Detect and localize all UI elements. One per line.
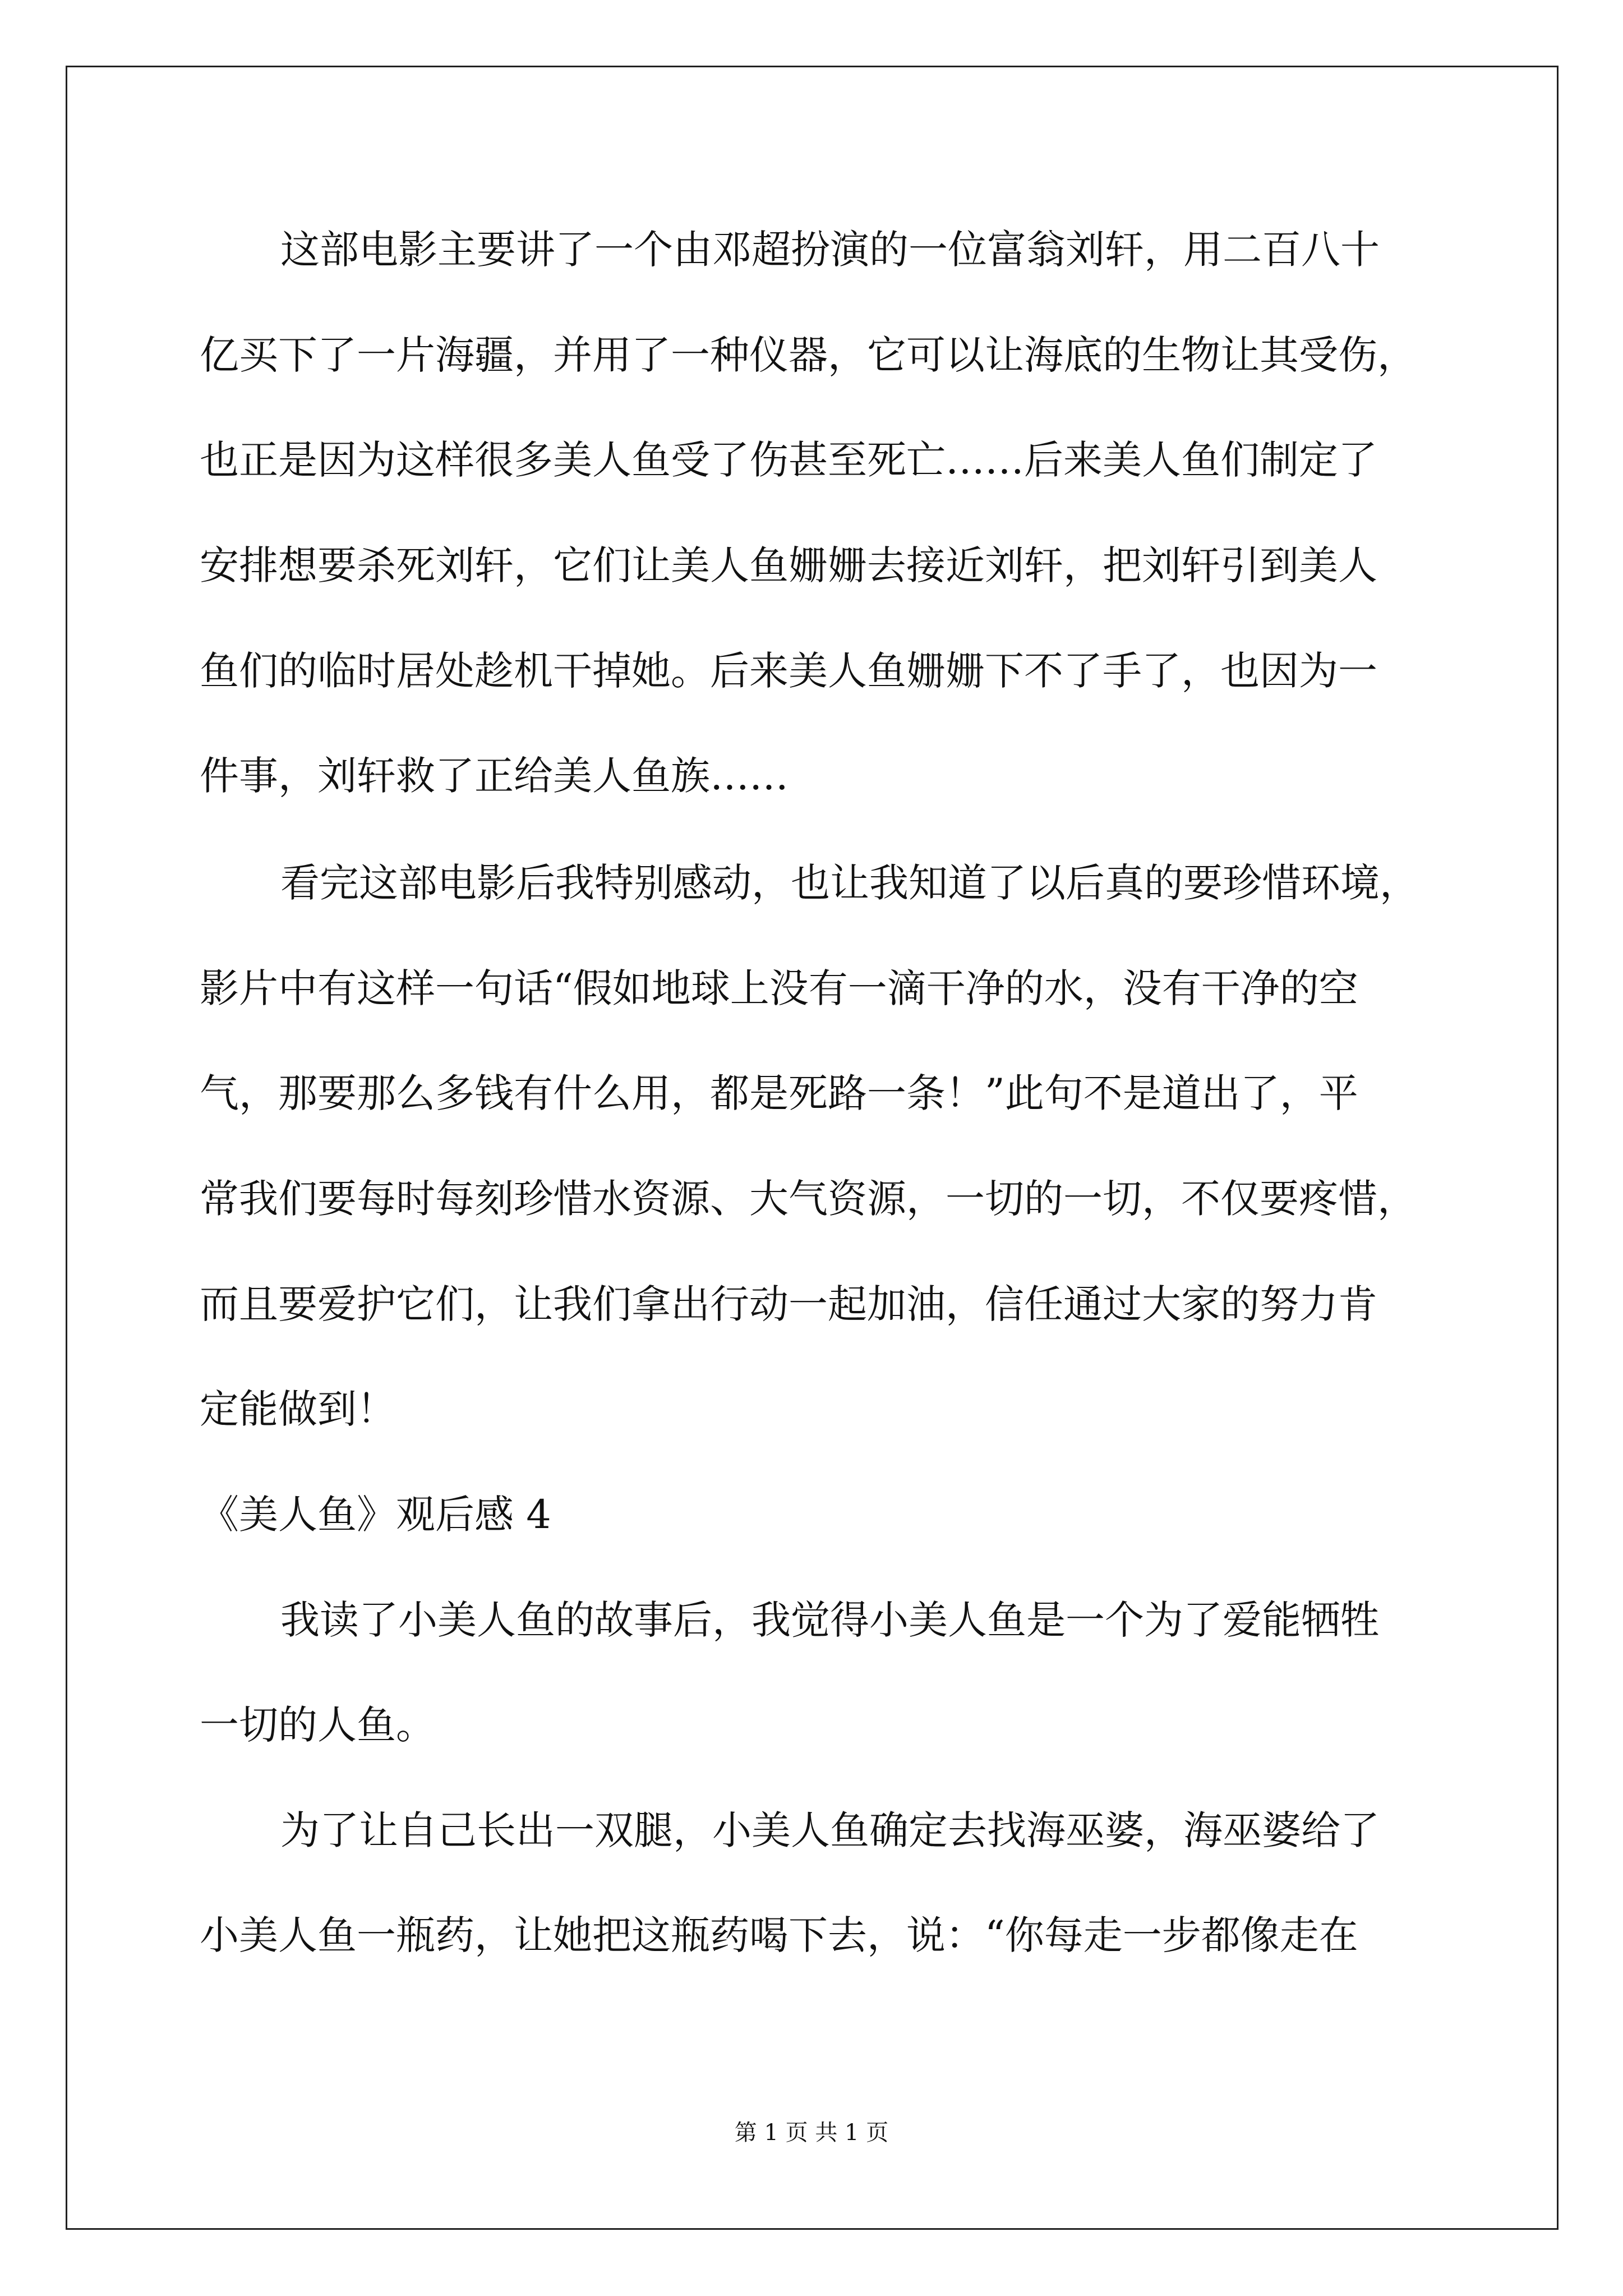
text-line: 小美人鱼一瓶药，让她把这瓶药喝下去，说：“你每走一步都像走在 [200, 1912, 1358, 1958]
text-line: 亿买下了一片海疆，并用了一种仪器，它可以让海底的生物让其受伤， [200, 332, 1417, 378]
text-line: 气，那要那么多钱有什么用，都是死路一条！”此句不是道出了，平 [200, 1070, 1358, 1116]
section-heading: 《美人鱼》观后感 4 [200, 1492, 551, 1538]
text-line: 而且要爱护它们，让我们拿出行动一起加油，信任通过大家的努力肯 [200, 1281, 1377, 1327]
page-footer: 第 1 页 共 1 页 [734, 2120, 889, 2146]
text-line: 常我们要每时每刻珍惜水资源、大气资源，一切的一切，不仅要疼惜， [200, 1176, 1417, 1222]
text-line: 看完这部电影后我特别感动，也让我知道了以后真的要珍惜环境， [280, 860, 1419, 906]
text-line: 一切的人鱼。 [200, 1702, 435, 1748]
text-line: 件事，刘轩救了正给美人鱼族…… [200, 753, 789, 799]
text-line: 定能做到！ [200, 1386, 396, 1432]
page-border [66, 66, 1559, 2230]
text-line: 鱼们的临时居处趁机干掉她。后来美人鱼姗姗下不了手了，也因为一 [200, 648, 1377, 694]
text-line: 也正是因为这样很多美人鱼受了伤甚至死亡……后来美人鱼们制定了 [200, 437, 1377, 483]
text-line: 安排想要杀死刘轩，它们让美人鱼姗姗去接近刘轩，把刘轩引到美人 [200, 542, 1377, 588]
text-line: 我读了小美人鱼的故事后，我觉得小美人鱼是一个为了爱能牺牲 [280, 1597, 1380, 1643]
text-line: 影片中有这样一句话“假如地球上没有一滴干净的水，没有干净的空 [200, 965, 1358, 1011]
text-line: 为了让自己长出一双腿，小美人鱼确定去找海巫婆，海巫婆给了 [280, 1807, 1380, 1853]
text-line: 这部电影主要讲了一个由邓超扮演的一位富翁刘轩，用二百八十 [280, 227, 1380, 273]
